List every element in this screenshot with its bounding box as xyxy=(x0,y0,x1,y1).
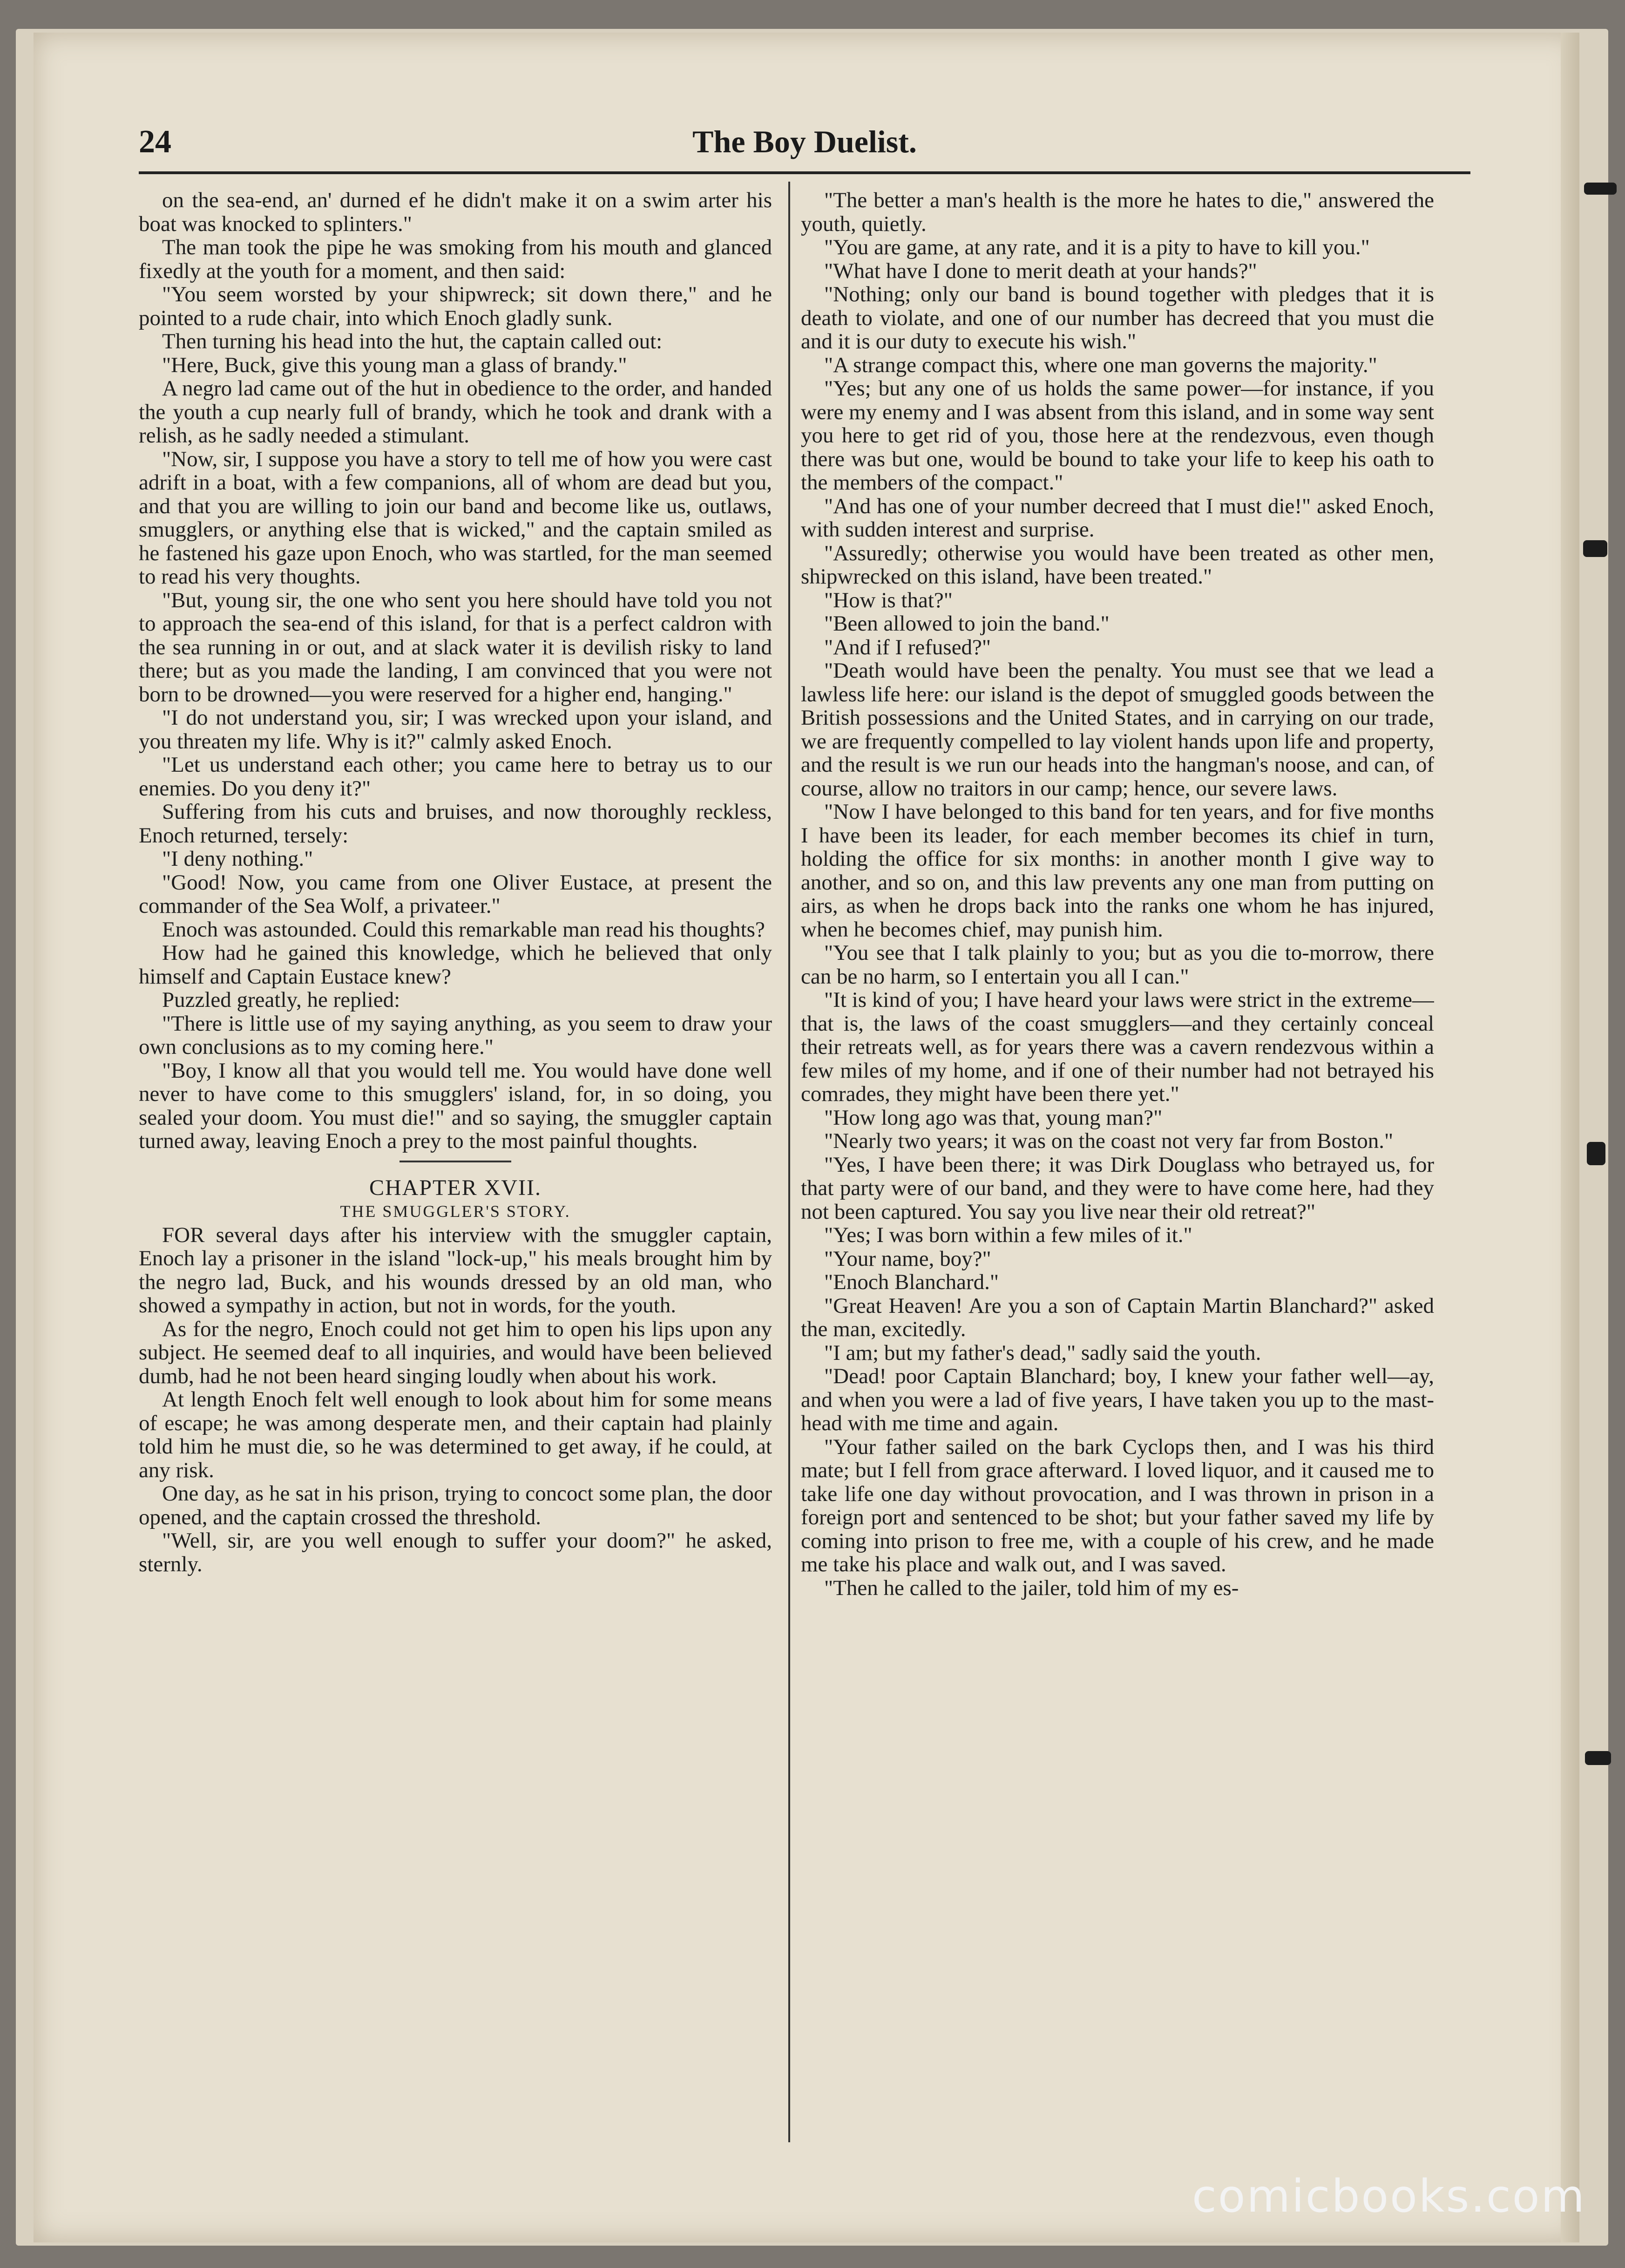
paragraph: "I deny nothing." xyxy=(162,847,313,871)
left-column-text-before-chapter xyxy=(139,189,772,1153)
paragraph: "I am; but my father's dead," sadly said the youth. xyxy=(824,1340,1261,1365)
paragraph: Suffering from his cuts and bruises, and now thoroughly reckless, Enoch returned, tersely: xyxy=(139,800,772,848)
chapter-divider-rule xyxy=(399,1161,511,1162)
paragraph: "There is little use of my saying anything, as you seem to draw your own conclusions as to my coming here." xyxy=(139,1011,772,1059)
paragraph: "Nearly two years; it was on the coast not very far from Boston." xyxy=(824,1129,1394,1153)
paragraph: "What have I done to merit death at your hands?" xyxy=(824,258,1257,283)
paragraph: "Boy, I know all that you would tell me. You would have done well never to have come to this smugglers' island, for, in so doing, you sealed your doom. You must die!" and so saying, the smuggler captain turned away, leaving Enoch a prey to the most painful thoughts. xyxy=(139,1058,772,1153)
paragraph: "You are game, at any rate, and it is a pity to have to kill you." xyxy=(824,235,1370,259)
paragraph: "Your name, boy?" xyxy=(824,1246,991,1271)
header-rule xyxy=(139,171,1470,174)
paragraph: "Good! Now, you came from one Oliver Eustace, at present the commander of the Sea Wolf, a privateer." xyxy=(139,870,772,918)
binding-hole-mark xyxy=(1587,1142,1605,1165)
paragraph: "Nothing; only our band is bound together with pledges that it is death to violate, and one of our number has decreed that you must die and it is our duty to execute his wish." xyxy=(801,282,1434,353)
right-column xyxy=(801,189,1434,2126)
paragraph: "Assuredly; otherwise you would have been treated as other men, shipwrecked on this island, have been treated." xyxy=(801,541,1434,589)
paragraph: "How is that?" xyxy=(824,588,953,612)
paragraph: "But, young sir, the one who sent you here should have told you not to approach the sea-end of this island, for that is a perfect caldron with the sea running in or out, and at slack water it is devilish risky to land there; but as you made the landing, I am convinced that you were not born to be drowned—you were reserved for a higher end, hanging." xyxy=(139,588,772,706)
right-column-text xyxy=(801,189,1434,1600)
paragraph: "Well, sir, are you well enough to suffer your doom?" he asked, sternly. xyxy=(139,1528,772,1576)
paragraph: "A strange compact this, where one man governs the majority." xyxy=(824,353,1377,377)
binding-hole-mark xyxy=(1583,540,1607,557)
paragraph: "It is kind of you; I have heard your laws were strict in the extreme—that is, the laws of the coast smugglers—and they certainly conceal their retreats well, as for years there was a cavern rendezvous within a few miles of my home, and if one of their number had not betrayed his comrades, they might have been there yet." xyxy=(801,988,1434,1106)
column-divider xyxy=(788,182,790,2142)
paragraph: "Let us understand each other; you came here to betray us to our enemies. Do you deny it?" xyxy=(139,753,772,801)
left-column xyxy=(139,189,772,2126)
paragraph: "How long ago was that, young man?" xyxy=(824,1105,1163,1130)
paragraph: "Here, Buck, give this young man a glass of brandy." xyxy=(162,353,627,377)
paragraph: "I do not understand you, sir; I was wrecked upon your island, and you threaten my life. Why is it?" calmly asked Enoch. xyxy=(139,706,772,754)
paragraph: "Then he called to the jailer, told him of my es- xyxy=(824,1575,1239,1600)
paragraph: "Now I have belonged to this band for ten years, and for five months I have been its leader, for each member becomes its chief in turn, holding the office for six months: in another month I give way to another, and so on, and this law prevents any one man from putting on airs, as when he drops back into the ranks one whom he has injured, when he becomes chief, may punish him. xyxy=(801,800,1434,942)
paragraph: "Yes; but any one of us holds the same power—for instance, if you were my enemy and I was absent from this island, and in some way sent you here to get rid of you, those here at the rendezvous, even though there was but one, would be bound to take your life to keep his oath to the members of the compact." xyxy=(801,376,1434,495)
running-title: The Boy Duelist. xyxy=(692,124,917,159)
paragraph: How had he gained this knowledge, which he believed that only himself and Captain Eustace knew? xyxy=(139,941,772,989)
chapter-subheading: THE SMUGGLER'S STORY. xyxy=(340,1202,571,1221)
paragraph: A negro lad came out of the hut in obedience to the order, and handed the youth a cup nearly full of brandy, which he took and drank with a relish, as he sadly needed a stimulant. xyxy=(139,376,772,448)
paragraph: "Death would have been the penalty. You must see that we lead a lawless life here: our island is the depot of smuggled goods between the British possessions and the United States, and in carrying on our trade, we are frequently compelled to lay violent hands upon life and property, and the result is we run our heads into the hangman's noose, and can, of course, allow no traitors in our camp; hence, our severe laws. xyxy=(801,659,1434,801)
binding-hole-mark xyxy=(1584,183,1617,195)
paragraph: "And if I refused?" xyxy=(824,635,991,659)
page-header xyxy=(139,119,1470,170)
paragraph: "Your father sailed on the bark Cyclops then, and I was his third mate; but I fell from grace afterward. I loved liquor, and it caused me to take life one day without provocation, and I was thrown in prison in a foreign port and sentenced to be shot; but your father saved my life by coming into prison to free me, with a couple of his crew, and he made me take his place and walk out, and I was saved. xyxy=(801,1434,1434,1576)
paragraph: One day, as he sat in his prison, trying to concoct some plan, the door opened, and the captain crossed the threshold. xyxy=(139,1481,772,1529)
page-spine-edge xyxy=(1561,33,1579,2242)
binding-hole-mark xyxy=(1585,1751,1611,1765)
paragraph: "And has one of your number decreed that I must die!" asked Enoch, with sudden interest and surprise. xyxy=(801,494,1434,542)
paragraph: "Yes; I was born within a few miles of it." xyxy=(824,1223,1192,1247)
paragraph: "Enoch Blanchard." xyxy=(824,1270,999,1294)
paragraph: Enoch was astounded. Could this remarkable man read his thoughts? xyxy=(162,917,765,942)
paragraph: "Been allowed to join the band." xyxy=(824,611,1110,636)
paragraph: "The better a man's health is the more he hates to die," answered the youth, quietly. xyxy=(801,189,1434,236)
paragraph: Puzzled greatly, he replied: xyxy=(162,988,400,1012)
paragraph: "Yes, I have been there; it was Dirk Douglass who betrayed us, for that party were of our band, and they were to have come here, had they not been captured. You say you live near their old retreat?" xyxy=(801,1152,1434,1224)
paragraph: on the sea-end, an' durned ef he didn't make it on a swim arter his boat was knocked to splinters." xyxy=(139,189,772,236)
page-number: 24 xyxy=(139,124,171,160)
left-column-text-after-chapter xyxy=(139,1223,772,1576)
chapter-heading: CHAPTER XVII. xyxy=(369,1175,542,1200)
paragraph: FOR several days after his interview with the smuggler captain, Enoch lay a prisoner in the island "lock-up," his meals brought him by the negro lad, Buck, and his wounds dressed by an old man, who showed a sympathy in action, but not in words, for the youth. xyxy=(139,1222,772,1317)
paragraph: "You see that I talk plainly to you; but as you die to-morrow, there can be no harm, so I entertain you all I can." xyxy=(801,941,1434,989)
paragraph: "Now, sir, I suppose you have a story to tell me of how you were cast adrift in a boat, with a few companions, all of whom are dead but you, and that you are willing to join our band and become like us, outlaws, smugglers, or anything else that is wicked," and the captain smiled as he fastened his gaze upon Enoch, who was startled, for the man seemed to read his very thoughts. xyxy=(139,447,772,589)
paragraph: As for the negro, Enoch could not get him to open his lips upon any subject. He seemed deaf to all inquiries, and would have been believed dumb, had he not been heard singing loudly when about his work. xyxy=(139,1317,772,1388)
paragraph: At length Enoch felt well enough to look about him for some means of escape; he was among desperate men, and their captain had plainly told him he must die, so he was determined to get away, if he could, at any risk. xyxy=(139,1387,772,1482)
watermark-text: comicbooks.com xyxy=(1192,2170,1586,2222)
paragraph: "You seem worsted by your shipwreck; sit down there," and he pointed to a rude chair, into which Enoch gladly sunk. xyxy=(139,282,772,330)
paragraph: "Great Heaven! Are you a son of Captain Martin Blanchard?" asked the man, excitedly. xyxy=(801,1293,1434,1341)
paragraph: The man took the pipe he was smoking from his mouth and glanced fixedly at the youth for a moment, and then said: xyxy=(139,235,772,283)
paragraph: Then turning his head into the hut, the captain called out: xyxy=(162,329,663,353)
paragraph: "Dead! poor Captain Blanchard; boy, I knew your father well—ay, and when you were a lad of five years, I have taken you up to the mast-head with me time and again. xyxy=(801,1364,1434,1435)
